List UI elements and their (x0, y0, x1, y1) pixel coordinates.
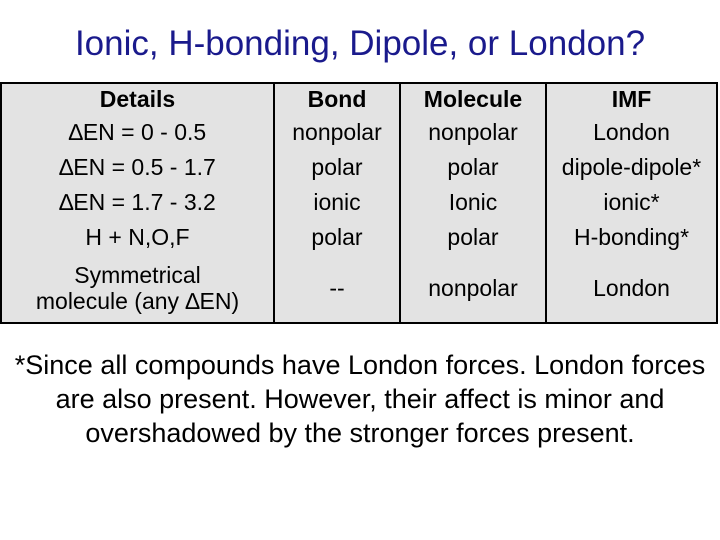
cell-bond: nonpolar (274, 115, 400, 150)
table-row (2, 185, 716, 220)
cell-molecule: nonpolar (400, 115, 546, 150)
table-row (2, 150, 716, 185)
cell-molecule: nonpolar (400, 256, 546, 322)
table-row (2, 256, 716, 322)
table-header-row (2, 84, 716, 115)
page-title: Ionic, H-bonding, Dipole, or London? (74, 24, 646, 63)
cell-details: H + N,O,F (2, 221, 274, 256)
cell-imf: London (593, 274, 670, 301)
imf-table-grid (2, 84, 716, 322)
imf-table (0, 82, 718, 324)
header-molecule: Molecule (400, 84, 546, 115)
cell-molecule: Ionic (400, 185, 546, 220)
header-details: Details (2, 84, 274, 115)
header-imf: IMF (611, 86, 652, 113)
cell-imf: London (593, 118, 670, 145)
cell-bond: polar (274, 150, 400, 185)
footnote: *Since all compounds have London forces. London forces are also present. However, their affect is minor and overshadowed by the stronger forces present. (14, 350, 706, 448)
cell-imf: dipole-dipole* (561, 153, 702, 180)
cell-details: ∆EN = 0.5 - 1.7 (2, 150, 274, 185)
cell-imf: ionic* (603, 189, 660, 216)
cell-bond: polar (274, 221, 400, 256)
cell-details: Symmetrical molecule (any ∆EN) (2, 256, 274, 322)
table-row (2, 221, 716, 256)
cell-molecule: polar (400, 221, 546, 256)
cell-imf: H-bonding* (573, 224, 690, 251)
cell-bond: -- (274, 256, 400, 322)
header-bond: Bond (274, 84, 400, 115)
table-row (2, 115, 716, 150)
cell-bond: ionic (274, 185, 400, 220)
cell-details: ∆EN = 0 - 0.5 (2, 115, 274, 150)
cell-molecule: polar (400, 150, 546, 185)
cell-details: ∆EN = 1.7 - 3.2 (2, 185, 274, 220)
